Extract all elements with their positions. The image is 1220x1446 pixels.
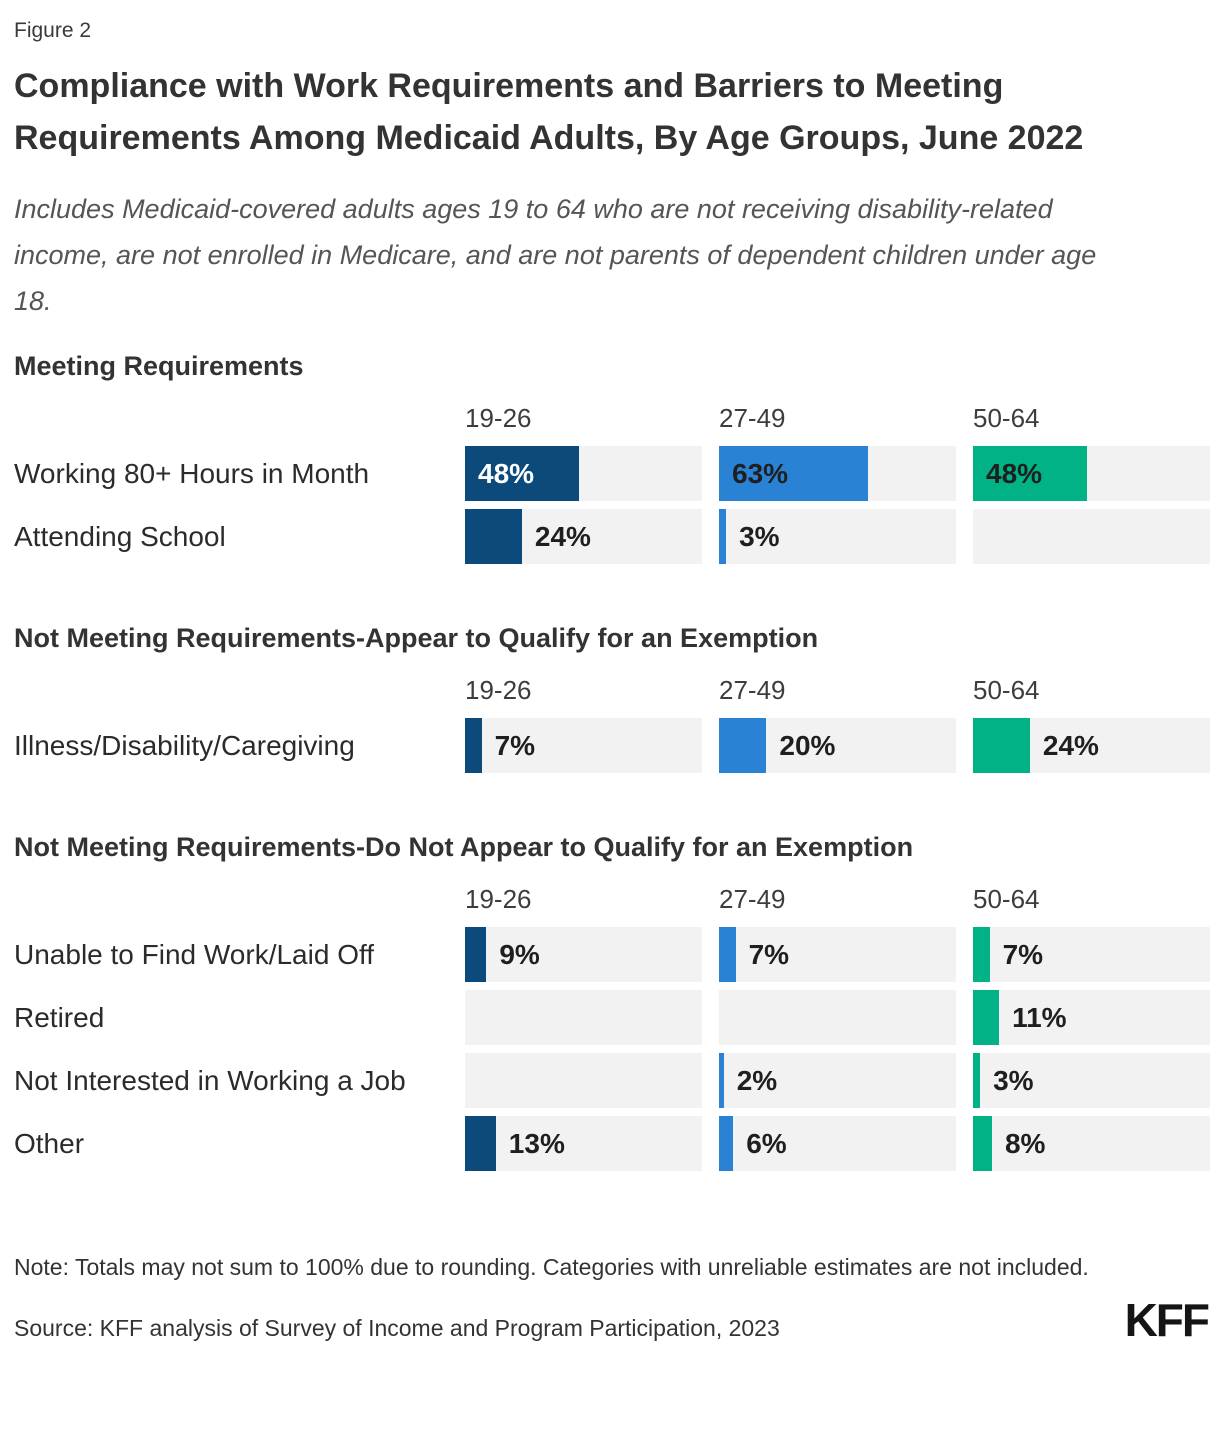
figure-subtitle: Includes Medicaid-covered adults ages 19 to 64 who are not receiving disability-related income, are not enrolled in Medicare, and are not parents of dependent children under age 18. [14, 194, 1097, 316]
bar-value-label: 20% [779, 729, 836, 761]
bar-row [14, 927, 1210, 982]
age-group-header: 19-26 [465, 403, 532, 433]
bar-value-label: 48% [478, 457, 535, 489]
bar-value-label: 7% [748, 938, 790, 970]
age-group-header-row [14, 402, 1210, 434]
bar-row [14, 509, 1210, 564]
bar-value-label: 24% [1042, 729, 1099, 761]
bar [465, 1116, 496, 1171]
bar [719, 927, 736, 982]
bar-track [973, 990, 1210, 1045]
bar-value-label: 13% [508, 1127, 565, 1159]
bar-row [14, 1116, 1210, 1171]
bar-track [973, 509, 1210, 564]
bar-track [973, 1053, 1210, 1108]
figure-label: Figure 2 [14, 19, 92, 42]
bar-track [973, 446, 1210, 501]
age-group-header: 19-26 [465, 884, 532, 914]
section-title: Not Meeting Requirements-Appear to Qualify for an Exemption [14, 623, 819, 653]
bar [973, 1053, 980, 1108]
bar-value-label: 7% [494, 729, 536, 761]
bar-row [14, 446, 1210, 501]
bar-value-label: 11% [1012, 1001, 1067, 1033]
bar-row [14, 1053, 1210, 1108]
bar [973, 1116, 992, 1171]
bar-track [719, 446, 956, 501]
chart-section [14, 831, 1210, 1171]
bar-track [719, 990, 956, 1045]
bar-value-label: 3% [739, 520, 780, 552]
bar-track [465, 1053, 702, 1108]
bar-track [465, 927, 702, 982]
row-label: Not Interested in Working a Job [14, 1064, 406, 1096]
bar-track [973, 718, 1210, 773]
chart-section [14, 350, 1210, 564]
bar-track [973, 927, 1210, 982]
age-group-header: 50-64 [973, 403, 1040, 433]
age-group-header-row [14, 883, 1210, 915]
bar-value-label: 24% [534, 520, 591, 552]
bar-track [465, 509, 702, 564]
bar-track [973, 1116, 1210, 1171]
bar-value-label: 63% [732, 457, 789, 489]
row-label: Unable to Find Work/Laid Off [14, 938, 375, 970]
bar-track [719, 1116, 956, 1171]
chart-section [14, 622, 1210, 773]
section-title: Not Meeting Requirements-Do Not Appear to Qualify for an Exemption [14, 832, 914, 862]
bar [719, 1053, 724, 1108]
bar [465, 718, 482, 773]
bar [465, 927, 486, 982]
row-label: Retired [14, 1001, 105, 1033]
bar-value-label: 7% [1002, 938, 1044, 970]
source-text: Source: KFF analysis of Survey of Income and Program Participation, 2023 [14, 1314, 780, 1341]
row-label: Other [14, 1127, 85, 1159]
figure-title: Compliance with Work Requirements and Barriers to Meeting Requirements Among Medicaid Adults, By Age Groups, June 2022 [14, 67, 1084, 157]
bar-track [465, 1116, 702, 1171]
bar-value-label: 6% [746, 1127, 787, 1159]
bar-track [465, 990, 702, 1045]
bar [973, 990, 999, 1045]
bar [973, 927, 990, 982]
age-group-header-row [14, 674, 1210, 706]
age-group-header: 27-49 [719, 884, 786, 914]
bar-row [14, 990, 1210, 1045]
bar-track [465, 446, 702, 501]
row-label: Working 80+ Hours in Month [14, 457, 370, 489]
chart-note: Note: Totals may not sum to 100% due to rounding. Categories with unreliable estimates are not included. [14, 1254, 1089, 1280]
kff-logo: KFF [1124, 1294, 1208, 1346]
age-group-header: 27-49 [719, 675, 786, 705]
age-group-header: 50-64 [973, 675, 1040, 705]
bar-track [719, 718, 956, 773]
bar-row [14, 718, 1210, 773]
bar [465, 509, 522, 564]
row-label: Attending School [14, 520, 226, 552]
row-label: Illness/Disability/Caregiving [14, 729, 355, 761]
age-group-header: 50-64 [973, 884, 1040, 914]
figure-footer [14, 1294, 1210, 1346]
chart-sections [14, 350, 1210, 1171]
bar [719, 509, 726, 564]
bar-track [719, 509, 956, 564]
bar-value-label: 2% [736, 1064, 778, 1096]
bar-value-label: 9% [499, 938, 540, 970]
age-group-header: 19-26 [465, 675, 532, 705]
age-group-header: 27-49 [719, 403, 786, 433]
bar-track [719, 927, 956, 982]
bar-value-label: 3% [993, 1064, 1034, 1096]
bar [719, 718, 766, 773]
bar-track [465, 718, 702, 773]
bar-value-label: 8% [1004, 1127, 1046, 1159]
bar [973, 718, 1030, 773]
bar-track [719, 1053, 956, 1108]
bar [719, 1116, 733, 1171]
section-title: Meeting Requirements [14, 351, 304, 381]
bar-value-label: 48% [986, 457, 1043, 489]
